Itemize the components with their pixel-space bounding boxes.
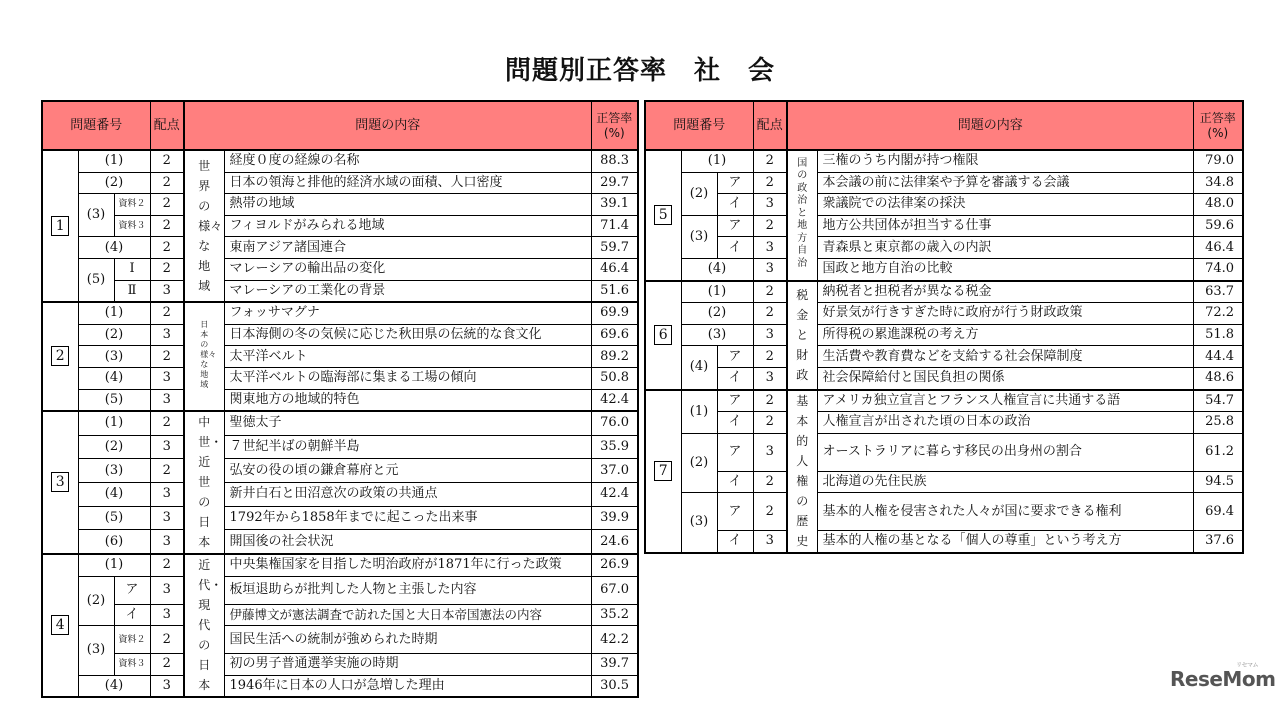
content-cell: 国民生活への統制が強められた時期 bbox=[224, 626, 591, 654]
question-number: (3) bbox=[681, 215, 717, 258]
header-points: 配点 bbox=[150, 101, 184, 150]
question-number: (2) bbox=[78, 576, 114, 625]
content-cell: 初の男子普通選挙実施の時期 bbox=[224, 653, 591, 675]
section-number: 6 bbox=[645, 281, 681, 390]
content-cell: 中央集権国家を目指した明治政府が1871年に行った政策 bbox=[224, 554, 591, 576]
rate-cell: 37.6 bbox=[1193, 530, 1243, 552]
content-cell: 1946年に日本の人口が急増した理由 bbox=[224, 675, 591, 697]
sub-question: イ bbox=[717, 237, 753, 259]
question-number: (3) bbox=[78, 346, 150, 368]
rate-cell: 26.9 bbox=[591, 554, 638, 576]
points-cell: 2 bbox=[150, 237, 184, 259]
section-number: 3 bbox=[42, 411, 78, 554]
content-cell: 熱帯の地域 bbox=[224, 194, 591, 216]
points-cell: 3 bbox=[150, 576, 184, 604]
rate-cell: 88.3 bbox=[591, 150, 638, 172]
sub-question: 資料３ bbox=[114, 653, 150, 675]
content-cell: 好景気が行きすぎた時に政府が行う財政政策 bbox=[817, 303, 1193, 325]
points-cell: 2 bbox=[753, 215, 787, 237]
question-number: (2) bbox=[681, 172, 717, 215]
content-cell: フィヨルドがみられる地域 bbox=[224, 215, 591, 237]
rate-cell: 51.6 bbox=[591, 280, 638, 302]
points-cell: 3 bbox=[753, 530, 787, 552]
question-number: (3) bbox=[681, 493, 717, 553]
content-cell: 新井白石と田沼意次の政策の共通点 bbox=[224, 483, 591, 507]
content-cell: 関東地方の地域的特色 bbox=[224, 389, 591, 411]
page-title: 問題別正答率 社 会 bbox=[504, 56, 775, 86]
section-topic: 中世・近世の日本 bbox=[184, 411, 224, 554]
table-row bbox=[42, 604, 638, 626]
sub-question: 資料３ bbox=[114, 215, 150, 237]
points-cell: 2 bbox=[150, 459, 184, 483]
content-cell: 北海道の先住民族 bbox=[817, 471, 1193, 493]
sub-question: 資料２ bbox=[114, 626, 150, 654]
right-header-row bbox=[645, 101, 1243, 150]
rate-cell: 46.4 bbox=[1193, 237, 1243, 259]
content-cell: 太平洋ベルトの臨海部に集まる工場の傾向 bbox=[224, 367, 591, 389]
content-cell: 日本の領海と排他的経済水域の面積、人口密度 bbox=[224, 172, 591, 194]
question-number: (4) bbox=[78, 675, 150, 697]
question-number: (4) bbox=[681, 346, 717, 390]
content-cell: マレーシアの工業化の背景 bbox=[224, 280, 591, 302]
table-row bbox=[645, 215, 1243, 237]
sub-question: ア bbox=[717, 172, 753, 194]
content-cell: 日本海側の冬の気候に応じた秋田県の伝統的な食文化 bbox=[224, 324, 591, 346]
rate-cell: 48.0 bbox=[1193, 194, 1243, 216]
table-row bbox=[42, 576, 638, 604]
points-cell: 2 bbox=[753, 390, 787, 412]
table-row bbox=[42, 554, 638, 576]
rate-cell: 54.7 bbox=[1193, 390, 1243, 412]
header-content: 問題の内容 bbox=[787, 101, 1193, 150]
sub-question: Ⅱ bbox=[114, 280, 150, 302]
right-score-table bbox=[644, 100, 1244, 554]
table-row bbox=[645, 412, 1243, 434]
sub-question: イ bbox=[114, 604, 150, 626]
table-row bbox=[42, 530, 638, 554]
rate-cell: 35.9 bbox=[591, 435, 638, 459]
sub-question: ア bbox=[717, 346, 753, 368]
content-cell: 生活費や教育費などを支給する社会保障制度 bbox=[817, 346, 1193, 368]
question-number: (1) bbox=[78, 302, 150, 324]
content-cell: 所得税の累進課税の考え方 bbox=[817, 324, 1193, 346]
table-row bbox=[42, 194, 638, 216]
question-number: (5) bbox=[78, 506, 150, 530]
points-cell: 2 bbox=[150, 194, 184, 216]
sub-question: ア bbox=[717, 433, 753, 471]
rate-cell: 59.6 bbox=[1193, 215, 1243, 237]
content-cell: 伊藤博文が憲法調査で訪れた国と大日本帝国憲法の内容 bbox=[224, 604, 591, 626]
table-row bbox=[42, 346, 638, 368]
sub-question: ア bbox=[717, 390, 753, 412]
table-row bbox=[645, 346, 1243, 368]
content-cell: 青森県と東京都の歳入の内訳 bbox=[817, 237, 1193, 259]
section-topic: 基本的人権の歴史 bbox=[787, 390, 817, 553]
content-cell: 国政と地方自治の比較 bbox=[817, 258, 1193, 280]
section-topic: 近代・現代の日本 bbox=[184, 554, 224, 697]
table-row bbox=[42, 258, 638, 280]
question-number: (1) bbox=[78, 150, 150, 172]
header-number: 問題番号 bbox=[42, 101, 150, 150]
points-cell: 3 bbox=[150, 506, 184, 530]
rate-cell: 42.2 bbox=[591, 626, 638, 654]
points-cell: 3 bbox=[150, 483, 184, 507]
points-cell: 2 bbox=[753, 493, 787, 531]
table-row bbox=[645, 390, 1243, 412]
table-row bbox=[42, 675, 638, 697]
rate-cell: 89.2 bbox=[591, 346, 638, 368]
table-row bbox=[42, 411, 638, 435]
points-cell: 2 bbox=[150, 346, 184, 368]
table-row bbox=[645, 172, 1243, 194]
sub-question: ア bbox=[717, 215, 753, 237]
content-cell: 経度０度の経線の名称 bbox=[224, 150, 591, 172]
points-cell: 2 bbox=[150, 302, 184, 324]
table-row bbox=[42, 389, 638, 411]
left-score-table bbox=[41, 100, 639, 698]
content-cell: 弘安の役の頃の鎌倉幕府と元 bbox=[224, 459, 591, 483]
section-topic: 世界の様々な地域 bbox=[184, 150, 224, 302]
table-row bbox=[42, 367, 638, 389]
question-number: (2) bbox=[78, 435, 150, 459]
table-row bbox=[645, 150, 1243, 172]
points-cell: 3 bbox=[150, 280, 184, 302]
points-cell: 2 bbox=[150, 258, 184, 280]
table-row bbox=[42, 150, 638, 172]
sub-question: ア bbox=[717, 493, 753, 531]
sub-question: イ bbox=[717, 367, 753, 389]
table-row bbox=[42, 626, 638, 654]
points-cell: 3 bbox=[753, 324, 787, 346]
content-cell: 東南アジア諸国連合 bbox=[224, 237, 591, 259]
rate-cell: 34.8 bbox=[1193, 172, 1243, 194]
points-cell: 3 bbox=[753, 258, 787, 280]
table-row bbox=[42, 653, 638, 675]
rate-cell: 48.6 bbox=[1193, 367, 1243, 389]
points-cell: 2 bbox=[150, 653, 184, 675]
table-row bbox=[42, 302, 638, 324]
table-row bbox=[42, 506, 638, 530]
content-cell: 三権のうち内閣が持つ権限 bbox=[817, 150, 1193, 172]
rate-cell: 76.0 bbox=[591, 411, 638, 435]
rate-cell: 30.5 bbox=[591, 675, 638, 697]
rate-cell: 42.4 bbox=[591, 483, 638, 507]
section-number: 2 bbox=[42, 302, 78, 411]
points-cell: 2 bbox=[150, 150, 184, 172]
header-rate: 正答率 (%) bbox=[591, 101, 638, 150]
section-number: 5 bbox=[645, 150, 681, 281]
question-number: (2) bbox=[78, 324, 150, 346]
rate-cell: 25.8 bbox=[1193, 412, 1243, 434]
left-header-row bbox=[42, 101, 638, 150]
content-cell: 地方公共団体が担当する仕事 bbox=[817, 215, 1193, 237]
table-row bbox=[42, 435, 638, 459]
points-cell: 3 bbox=[150, 389, 184, 411]
content-cell: フォッサマグナ bbox=[224, 302, 591, 324]
section-topic: 国の政治と地方自治 bbox=[787, 150, 817, 281]
rate-cell: 94.5 bbox=[1193, 471, 1243, 493]
rate-cell: 37.0 bbox=[591, 459, 638, 483]
question-number: (2) bbox=[681, 433, 717, 492]
content-cell: 基本的人権の基となる「個人の尊重」という考え方 bbox=[817, 530, 1193, 552]
header-content: 問題の内容 bbox=[184, 101, 591, 150]
table-row bbox=[645, 281, 1243, 303]
question-number: (3) bbox=[681, 324, 753, 346]
question-number: (2) bbox=[78, 172, 150, 194]
rate-cell: 63.7 bbox=[1193, 281, 1243, 303]
points-cell: 3 bbox=[753, 367, 787, 389]
table-row bbox=[645, 194, 1243, 216]
question-number: (6) bbox=[78, 530, 150, 554]
question-number: (1) bbox=[681, 281, 753, 303]
question-number: (1) bbox=[78, 411, 150, 435]
sub-question: イ bbox=[717, 530, 753, 552]
sub-question: イ bbox=[717, 471, 753, 493]
table-row bbox=[42, 324, 638, 346]
table-row bbox=[645, 258, 1243, 280]
rate-cell: 69.4 bbox=[1193, 493, 1243, 531]
content-cell: 1792年から1858年までに起こった出来事 bbox=[224, 506, 591, 530]
sub-question: Ⅰ bbox=[114, 258, 150, 280]
question-number: (4) bbox=[78, 483, 150, 507]
content-cell: マレーシアの輸出品の変化 bbox=[224, 258, 591, 280]
sub-question: イ bbox=[717, 194, 753, 216]
table-row bbox=[645, 471, 1243, 493]
rate-cell: 59.7 bbox=[591, 237, 638, 259]
table-row bbox=[645, 303, 1243, 325]
content-cell: オーストラリアに暮らす移民の出身州の割合 bbox=[817, 433, 1193, 471]
points-cell: 3 bbox=[753, 237, 787, 259]
points-cell: 2 bbox=[150, 172, 184, 194]
table-row bbox=[42, 215, 638, 237]
sub-question: イ bbox=[717, 412, 753, 434]
rate-cell: 35.2 bbox=[591, 604, 638, 626]
points-cell: 2 bbox=[753, 150, 787, 172]
content-cell: 太平洋ベルト bbox=[224, 346, 591, 368]
header-rate: 正答率 (%) bbox=[1193, 101, 1243, 150]
question-number: (5) bbox=[78, 258, 114, 302]
question-number: (3) bbox=[78, 194, 114, 237]
content-cell: 開国後の社会状況 bbox=[224, 530, 591, 554]
rate-cell: 69.9 bbox=[591, 302, 638, 324]
table-row bbox=[645, 530, 1243, 552]
content-cell: ７世紀半ばの朝鮮半島 bbox=[224, 435, 591, 459]
question-number: (4) bbox=[78, 237, 150, 259]
rate-cell: 42.4 bbox=[591, 389, 638, 411]
points-cell: 3 bbox=[150, 324, 184, 346]
content-cell: 社会保障給付と国民負担の関係 bbox=[817, 367, 1193, 389]
question-number: (1) bbox=[681, 150, 753, 172]
content-cell: 板垣退助らが批判した人物と主張した内容 bbox=[224, 576, 591, 604]
table-row bbox=[42, 483, 638, 507]
resemom-logo: ReseMom リセマム bbox=[1170, 662, 1276, 691]
rate-cell: 69.6 bbox=[591, 324, 638, 346]
content-cell: 聖徳太子 bbox=[224, 411, 591, 435]
question-number: (3) bbox=[78, 626, 114, 675]
points-cell: 3 bbox=[150, 675, 184, 697]
question-number: (3) bbox=[78, 459, 150, 483]
question-number: (2) bbox=[681, 303, 753, 325]
question-number: (1) bbox=[78, 554, 150, 576]
points-cell: 3 bbox=[150, 604, 184, 626]
sub-question: ア bbox=[114, 576, 150, 604]
points-cell: 2 bbox=[753, 303, 787, 325]
rate-cell: 39.7 bbox=[591, 653, 638, 675]
rate-cell: 72.2 bbox=[1193, 303, 1243, 325]
sub-question: 資料２ bbox=[114, 194, 150, 216]
points-cell: 2 bbox=[150, 411, 184, 435]
rate-cell: 50.8 bbox=[591, 367, 638, 389]
points-cell: 3 bbox=[753, 194, 787, 216]
rate-cell: 71.4 bbox=[591, 215, 638, 237]
question-number: (4) bbox=[78, 367, 150, 389]
section-topic: 税金と財政 bbox=[787, 281, 817, 390]
content-cell: 衆議院での法律案の採決 bbox=[817, 194, 1193, 216]
points-cell: 3 bbox=[150, 435, 184, 459]
content-cell: 基本的人権を侵害された人々が国に要求できる権利 bbox=[817, 493, 1193, 531]
section-topic: 日本の様々な地域 bbox=[184, 302, 224, 411]
points-cell: 2 bbox=[753, 412, 787, 434]
section-number: 1 bbox=[42, 150, 78, 302]
table-row bbox=[645, 324, 1243, 346]
points-cell: 2 bbox=[753, 471, 787, 493]
rate-cell: 51.8 bbox=[1193, 324, 1243, 346]
table-row bbox=[42, 237, 638, 259]
table-row bbox=[42, 459, 638, 483]
rate-cell: 74.0 bbox=[1193, 258, 1243, 280]
content-cell: 人権宣言が出された頃の日本の政治 bbox=[817, 412, 1193, 434]
points-cell: 2 bbox=[150, 554, 184, 576]
table-row bbox=[42, 172, 638, 194]
rate-cell: 24.6 bbox=[591, 530, 638, 554]
points-cell: 3 bbox=[753, 433, 787, 471]
points-cell: 3 bbox=[150, 530, 184, 554]
section-number: 7 bbox=[645, 390, 681, 553]
content-cell: アメリカ独立宣言とフランス人権宣言に共通する語 bbox=[817, 390, 1193, 412]
rate-cell: 39.9 bbox=[591, 506, 638, 530]
rate-cell: 79.0 bbox=[1193, 150, 1243, 172]
question-number: (5) bbox=[78, 389, 150, 411]
points-cell: 3 bbox=[150, 367, 184, 389]
table-row bbox=[645, 433, 1243, 471]
rate-cell: 39.1 bbox=[591, 194, 638, 216]
header-points: 配点 bbox=[753, 101, 787, 150]
content-cell: 本会議の前に法律案や予算を審議する会議 bbox=[817, 172, 1193, 194]
points-cell: 2 bbox=[753, 346, 787, 368]
rate-cell: 29.7 bbox=[591, 172, 638, 194]
points-cell: 2 bbox=[150, 215, 184, 237]
header-number: 問題番号 bbox=[645, 101, 753, 150]
rate-cell: 61.2 bbox=[1193, 433, 1243, 471]
points-cell: 2 bbox=[150, 626, 184, 654]
table-row bbox=[42, 280, 638, 302]
rate-cell: 67.0 bbox=[591, 576, 638, 604]
table-row bbox=[645, 237, 1243, 259]
table-row bbox=[645, 493, 1243, 531]
rate-cell: 44.4 bbox=[1193, 346, 1243, 368]
table-row bbox=[645, 367, 1243, 389]
rate-cell: 46.4 bbox=[591, 258, 638, 280]
points-cell: 2 bbox=[753, 172, 787, 194]
question-number: (1) bbox=[681, 390, 717, 434]
question-number: (4) bbox=[681, 258, 753, 280]
content-cell: 納税者と担税者が異なる税金 bbox=[817, 281, 1193, 303]
points-cell: 2 bbox=[753, 281, 787, 303]
section-number: 4 bbox=[42, 554, 78, 697]
